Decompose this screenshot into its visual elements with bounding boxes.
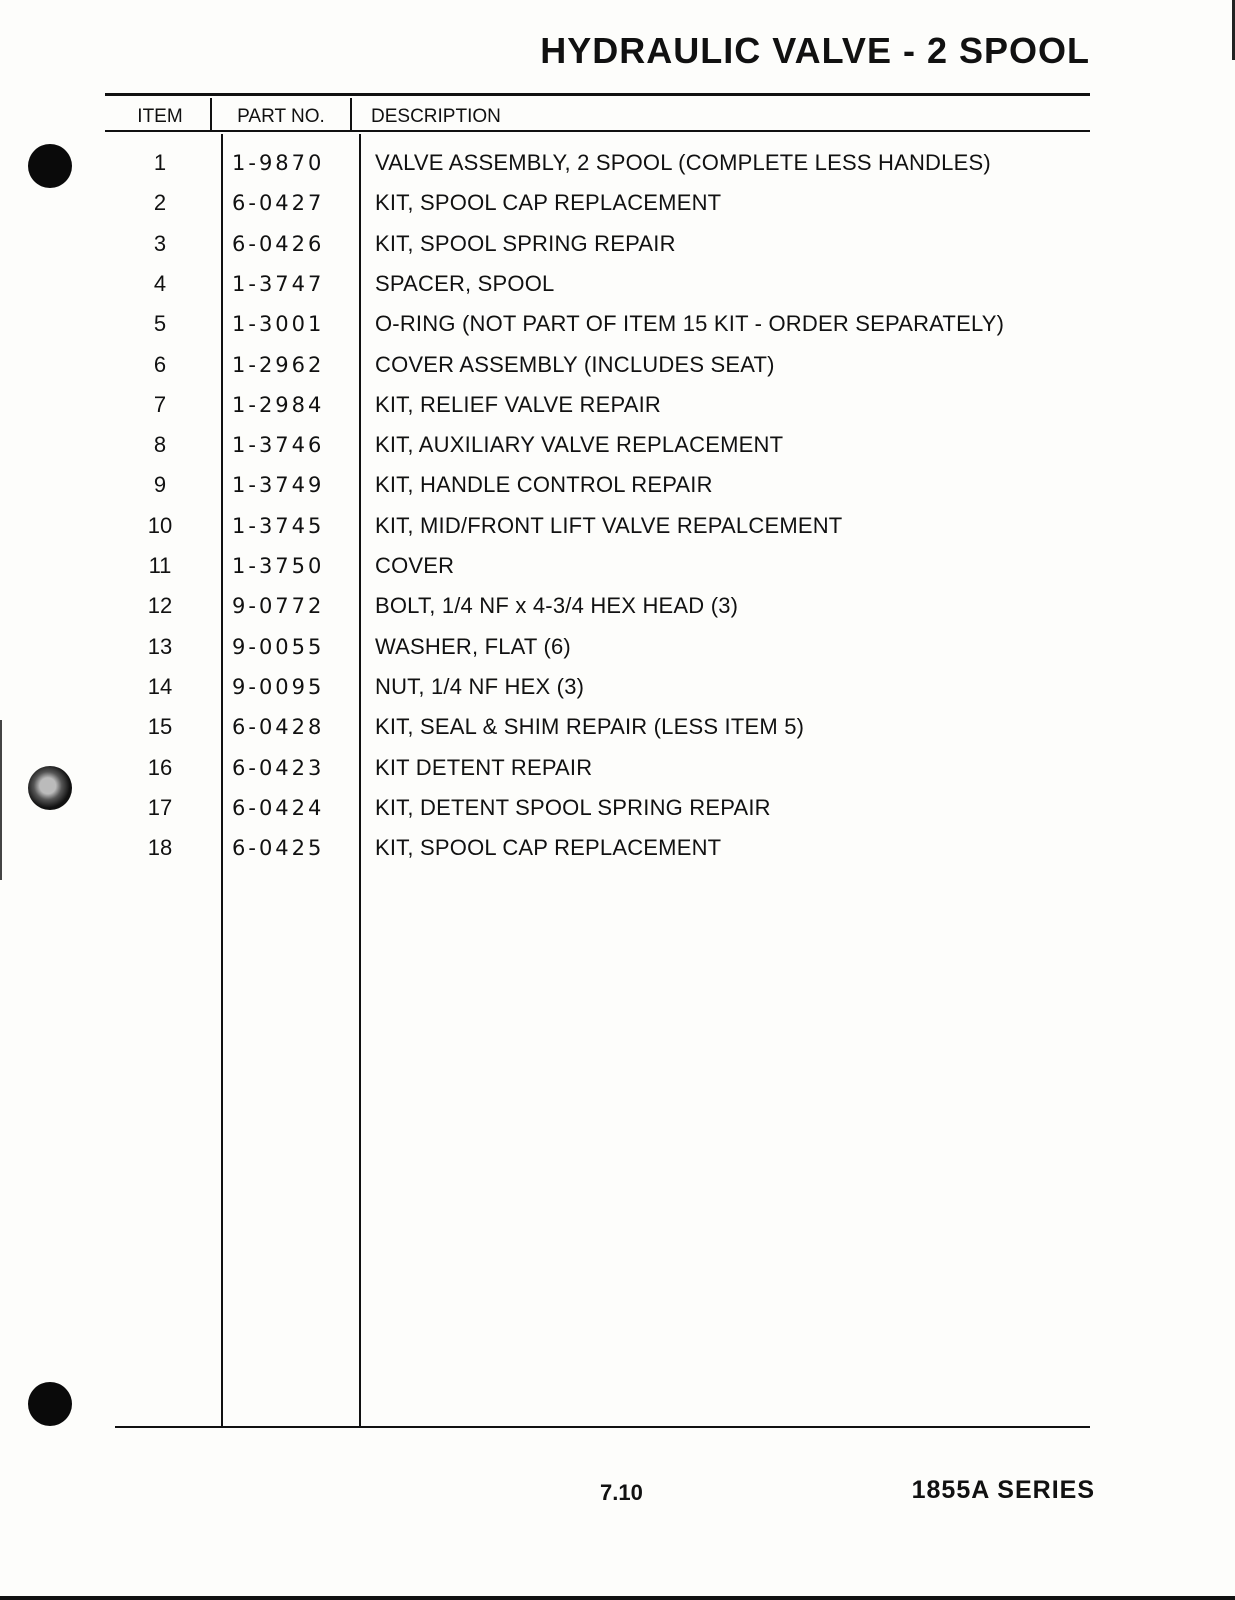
part-number-cell: 6-0423 — [232, 755, 325, 780]
description-cell: KIT DETENT REPAIR — [375, 754, 593, 780]
table-row — [0, 667, 1235, 707]
item-cell: 4 — [153, 270, 167, 296]
table-row — [0, 425, 1235, 465]
table-row — [0, 788, 1235, 828]
description-cell: COVER ASSEMBLY (INCLUDES SEAT) — [375, 351, 775, 377]
table-top-rule — [105, 93, 1090, 96]
description-cell: BOLT, 1/4 NF x 4-3/4 HEX HEAD (3) — [375, 593, 739, 619]
table-row — [0, 707, 1235, 747]
description-cell: O-RING (NOT PART OF ITEM 15 KIT - ORDER SEPARATELY) — [375, 311, 1005, 337]
description-cell: KIT, RELIEF VALVE REPAIR — [375, 391, 661, 417]
description-cell: SPACER, SPOOL — [375, 270, 555, 296]
header-description: DESCRIPTION — [371, 106, 501, 127]
item-cell: 1 — [153, 150, 167, 175]
part-number-cell: 1-9870 — [232, 151, 325, 175]
part-number-cell: 1-3745 — [232, 513, 325, 538]
part-number-cell: 9-0055 — [232, 634, 325, 659]
description-cell: NUT, 1/4 NF HEX (3) — [375, 673, 585, 699]
item-cell: 7 — [153, 391, 167, 417]
item-cell: 5 — [153, 311, 167, 337]
item-cell: 13 — [147, 633, 173, 659]
table-row — [0, 586, 1235, 626]
description-cell: KIT, AUXILIARY VALVE REPLACEMENT — [375, 432, 784, 458]
table-row — [0, 465, 1235, 505]
series-label: 1855A SERIES — [911, 1476, 1095, 1504]
part-number-cell: 6-0424 — [232, 795, 325, 820]
part-number-cell: 6-0425 — [232, 836, 325, 861]
table-row — [0, 748, 1235, 788]
item-cell: 2 — [153, 190, 167, 216]
table-row — [0, 224, 1235, 264]
part-number-cell: 1-2962 — [232, 352, 325, 377]
header-item: ITEM — [137, 106, 183, 127]
table-row — [0, 143, 1235, 183]
table-row — [0, 506, 1235, 546]
part-number-cell: 6-0427 — [232, 191, 325, 216]
table-row — [0, 264, 1235, 304]
description-cell: KIT, HANDLE CONTROL REPAIR — [375, 472, 713, 498]
header-part-no: PART NO. — [237, 106, 325, 127]
item-cell: 14 — [147, 673, 173, 699]
binder-hole — [28, 1382, 72, 1426]
item-cell: 3 — [153, 230, 167, 256]
table-row — [0, 828, 1235, 868]
item-cell: 15 — [147, 714, 173, 740]
page-number: 7.10 — [600, 1480, 643, 1505]
column-divider — [350, 98, 352, 132]
item-cell: 12 — [147, 593, 173, 619]
description-cell: KIT, SEAL & SHIM REPAIR (LESS ITEM 5) — [375, 714, 805, 740]
item-cell: 17 — [147, 794, 173, 820]
description-cell: KIT, MID/FRONT LIFT VALVE REPALCEMENT — [375, 512, 843, 538]
item-cell: 9 — [153, 472, 167, 498]
table-row — [0, 627, 1235, 667]
description-cell: KIT, SPOOL CAP REPLACEMENT — [375, 190, 722, 216]
part-number-cell: 1-3749 — [232, 473, 325, 498]
part-number-cell: 9-0772 — [232, 594, 325, 619]
description-cell: COVER — [375, 553, 455, 578]
table-row — [0, 546, 1235, 586]
item-cell: 11 — [148, 553, 172, 578]
description-cell: KIT, DETENT SPOOL SPRING REPAIR — [375, 794, 771, 820]
item-cell: 8 — [153, 432, 167, 458]
page-edge — [0, 1596, 1235, 1600]
description-cell: VALVE ASSEMBLY, 2 SPOOL (COMPLETE LESS HANDLES) — [375, 150, 991, 175]
item-cell: 6 — [153, 351, 167, 377]
part-number-cell: 6-0428 — [232, 715, 325, 740]
item-cell: 16 — [147, 754, 173, 780]
table-bottom-rule — [115, 1426, 1090, 1428]
part-number-cell: 9-0095 — [232, 674, 325, 699]
part-number-cell: 6-0426 — [232, 231, 325, 256]
description-cell: KIT, SPOOL CAP REPLACEMENT — [375, 835, 722, 861]
table-row — [0, 183, 1235, 223]
part-number-cell: 1-2984 — [232, 392, 325, 417]
item-cell: 10 — [147, 512, 173, 538]
table-row — [0, 304, 1235, 344]
item-cell: 18 — [147, 835, 173, 861]
page-title: HYDRAULIC VALVE - 2 SPOOL — [540, 30, 1090, 71]
table-header-rule — [105, 130, 1090, 132]
description-cell: WASHER, FLAT (6) — [375, 633, 571, 659]
description-cell: KIT, SPOOL SPRING REPAIR — [375, 230, 676, 256]
table-row — [0, 385, 1235, 425]
part-number-cell: 1-3750 — [232, 554, 325, 578]
table-row — [0, 345, 1235, 385]
part-number-cell: 1-3747 — [232, 271, 325, 296]
part-number-cell: 1-3001 — [232, 312, 325, 337]
part-number-cell: 1-3746 — [232, 433, 325, 458]
